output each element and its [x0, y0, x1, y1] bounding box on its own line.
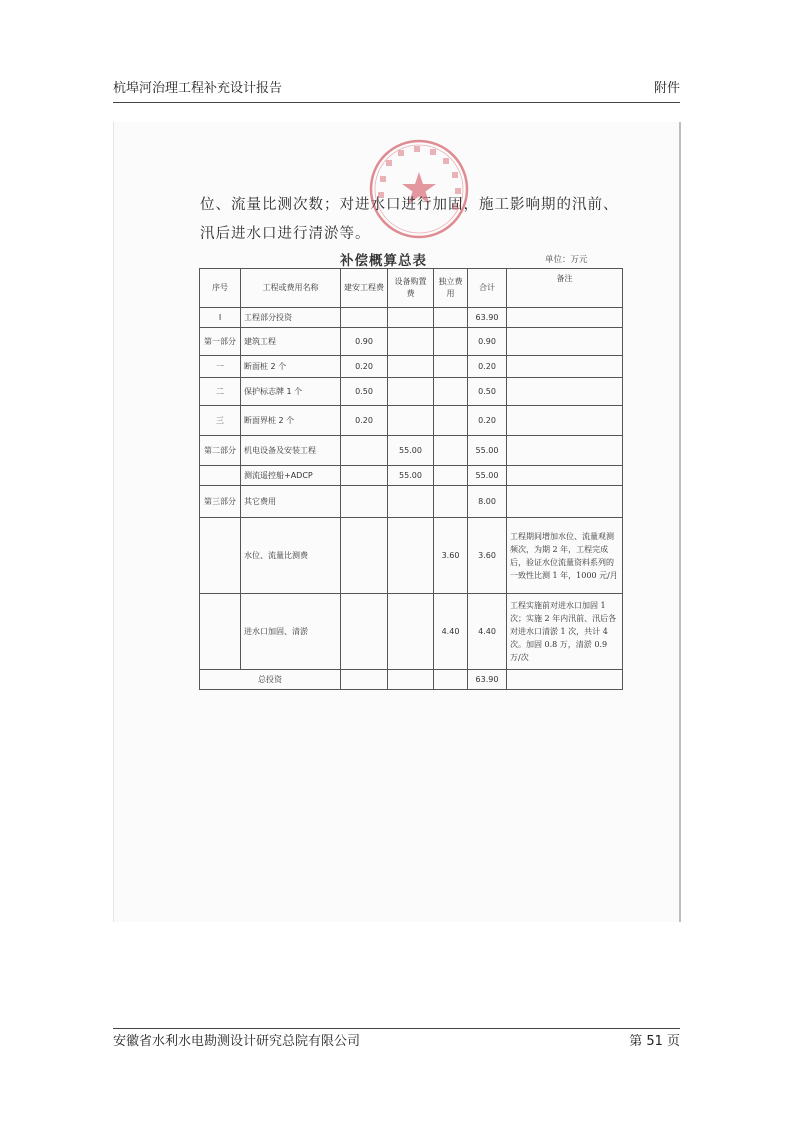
row-total: 3.60 — [468, 518, 507, 594]
row-total: 55.00 — [468, 466, 507, 486]
table-row — [200, 406, 623, 436]
row-name: 断面桩 2 个 — [241, 356, 341, 378]
row-remarks — [507, 436, 623, 466]
table-row — [200, 328, 623, 356]
row-no: 第三部分 — [200, 486, 241, 518]
total-label: 总投资 — [200, 670, 341, 690]
row-no: 三 — [200, 406, 241, 436]
row-name: 工程部分投资 — [241, 308, 341, 328]
row-no — [200, 594, 241, 670]
row-equipment: 55.00 — [388, 436, 434, 466]
row-independent — [434, 406, 468, 436]
row-name: 保护标志牌 1 个 — [241, 378, 341, 406]
row-remarks — [507, 328, 623, 356]
header-total: 合计 — [468, 269, 507, 308]
row-independent — [434, 378, 468, 406]
table-row — [200, 486, 623, 518]
row-construction — [341, 518, 388, 594]
unit-label: 单位：万元 — [545, 255, 588, 265]
row-total: 0.20 — [468, 356, 507, 378]
row-name: 建筑工程 — [241, 328, 341, 356]
table-row — [200, 378, 623, 406]
row-independent — [434, 356, 468, 378]
row-equipment — [388, 594, 434, 670]
row-remarks — [507, 670, 623, 690]
row-no: 第二部分 — [200, 436, 241, 466]
row-construction — [341, 466, 388, 486]
budget-summary-table — [199, 268, 623, 690]
row-equipment — [388, 356, 434, 378]
page-header — [113, 80, 680, 103]
header-name: 工程或费用名称 — [241, 269, 341, 308]
table-row — [200, 436, 623, 466]
table-header-row — [200, 269, 623, 308]
row-total: 0.90 — [468, 328, 507, 356]
row-no: 一 — [200, 356, 241, 378]
row-equipment — [388, 308, 434, 328]
institute-name: 安徽省水利水电勘测设计研究总院有限公司 — [113, 1034, 361, 1049]
row-independent — [434, 308, 468, 328]
row-remarks — [507, 466, 623, 486]
row-remarks — [507, 356, 623, 378]
table-row — [200, 518, 623, 594]
row-remarks — [507, 378, 623, 406]
row-independent — [434, 466, 468, 486]
row-no: 二 — [200, 378, 241, 406]
row-independent: 3.60 — [434, 518, 468, 594]
row-independent — [434, 486, 468, 518]
paragraph-line-1: 位、流量比测次数；对进水口进行加固，施工影响期的汛前、 — [200, 197, 619, 213]
row-remarks — [507, 486, 623, 518]
document-title: 杭埠河治理工程补充设计报告 — [113, 81, 283, 96]
row-remarks — [507, 308, 623, 328]
header-remarks: 备注 — [507, 269, 623, 308]
row-name: 断面界桩 2 个 — [241, 406, 341, 436]
row-total: 4.40 — [468, 594, 507, 670]
row-remarks: 工程期间增加水位、流量观测频次，为期 2 年，工程完成后，验证水位流量资料系列的一致性比测 1 年，1000 元/月 — [507, 518, 623, 594]
header-construction: 建安工程费 — [341, 269, 388, 308]
table-row — [200, 594, 623, 670]
row-construction: 0.50 — [341, 378, 388, 406]
row-construction — [341, 670, 388, 690]
row-remarks — [507, 406, 623, 436]
row-construction: 0.20 — [341, 406, 388, 436]
row-equipment — [388, 378, 434, 406]
page-footer — [113, 1028, 680, 1049]
row-total: 0.50 — [468, 378, 507, 406]
row-name: 进水口加固、清淤 — [241, 594, 341, 670]
row-independent — [434, 436, 468, 466]
row-construction: 0.20 — [341, 356, 388, 378]
table-row — [200, 356, 623, 378]
table-title: 补偿概算总表 — [340, 253, 427, 269]
row-independent: 4.40 — [434, 594, 468, 670]
row-equipment — [388, 670, 434, 690]
row-equipment — [388, 406, 434, 436]
header-independent: 独立费用 — [434, 269, 468, 308]
row-independent — [434, 328, 468, 356]
row-equipment — [388, 518, 434, 594]
row-construction: 0.90 — [341, 328, 388, 356]
row-no: I — [200, 308, 241, 328]
row-total: 63.90 — [468, 670, 507, 690]
paragraph-line-2: 汛后进水口进行清淤等。 — [200, 226, 371, 242]
row-name: 机电设备及安装工程 — [241, 436, 341, 466]
header-equipment: 设备购置费 — [388, 269, 434, 308]
row-construction — [341, 486, 388, 518]
row-independent — [434, 670, 468, 690]
row-equipment — [388, 328, 434, 356]
row-equipment — [388, 486, 434, 518]
row-total: 63.90 — [468, 308, 507, 328]
section-label: 附件 — [653, 81, 680, 96]
header-no: 序号 — [200, 269, 241, 308]
row-no — [200, 466, 241, 486]
table-row — [200, 466, 623, 486]
row-name: 其它费用 — [241, 486, 341, 518]
row-remarks: 工程实施前对进水口加固 1 次；实施 2 年内汛前、汛后各对进水口清淤 1 次，共计 4 次。加固 0.8 万，清淤 0.9 万/次 — [507, 594, 623, 670]
row-construction — [341, 436, 388, 466]
row-total: 8.00 — [468, 486, 507, 518]
row-no: 第一部分 — [200, 328, 241, 356]
page-number: 第 51 页 — [629, 1034, 680, 1049]
row-name: 测流遥控船+ADCP — [241, 466, 341, 486]
row-name: 水位、流量比测费 — [241, 518, 341, 594]
row-construction — [341, 594, 388, 670]
table-total-row — [200, 670, 623, 690]
row-construction — [341, 308, 388, 328]
row-total: 55.00 — [468, 436, 507, 466]
row-equipment: 55.00 — [388, 466, 434, 486]
row-total: 0.20 — [468, 406, 507, 436]
row-no — [200, 518, 241, 594]
table-row — [200, 308, 623, 328]
